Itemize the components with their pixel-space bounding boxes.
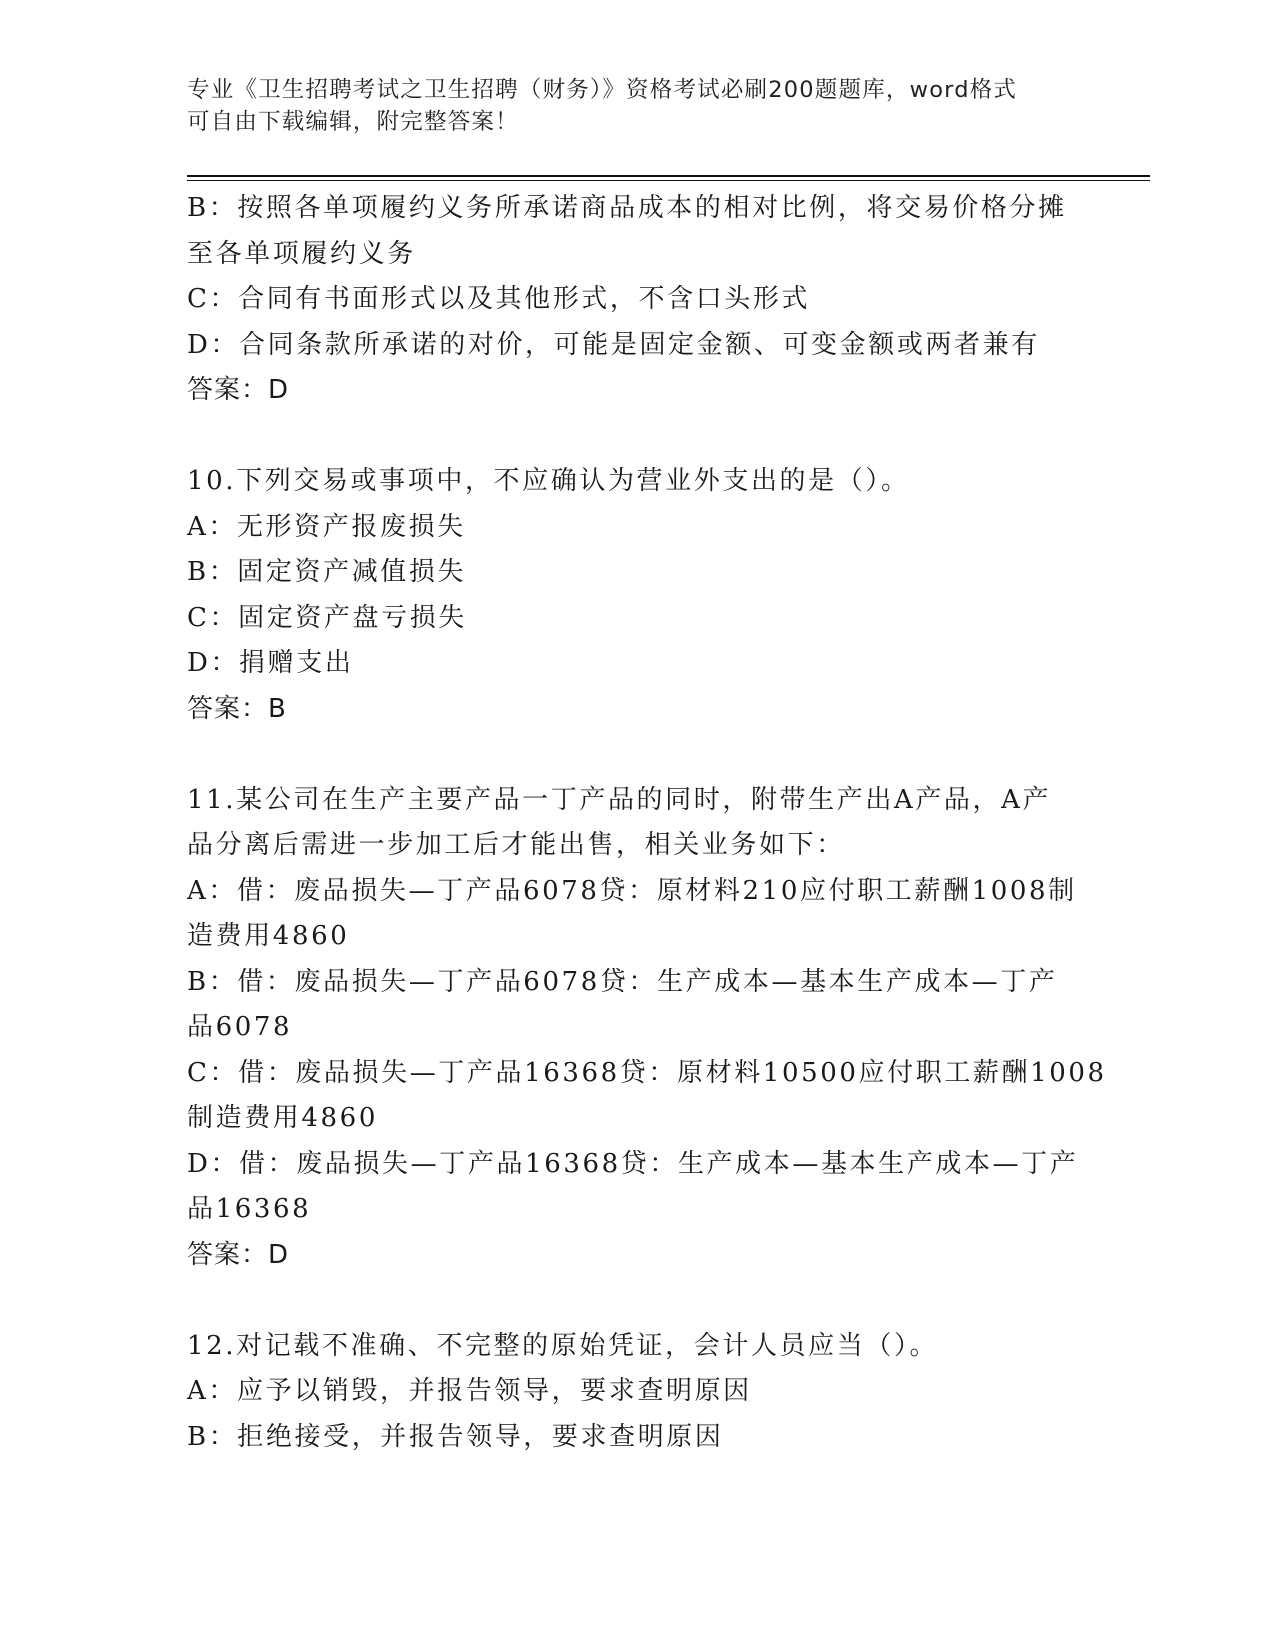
spacer [187,414,1087,460]
q12-option-a: A：应予以销毁，并报告领导，要求查明原因 [187,1376,752,1406]
q9-option-b-line1: B：按照各单项履约义务所承诺商品成本的相对比例，将交易价格分摊 [187,193,1067,223]
header-title-line1: 专业《卫生招聘考试之卫生招聘（财务）》资格考试必刷200题题库，word格式 [187,77,1018,103]
q10-answer: 答案：B [187,693,287,724]
q10-option-b: B：固定资产减值损失 [187,557,467,587]
q11-answer: 答案：D [187,1239,290,1270]
q11-option-d-line2: 品16368 [187,1194,312,1224]
q11-option-c-line2: 制造费用4860 [187,1103,378,1133]
q11-option-a-line2: 造费用4860 [187,921,350,951]
header-divider-thin [187,180,1150,181]
q11-option-a-line1: A：借：废品损失—丁产品6078贷：原材料210应付职工薪酬1008制 [187,875,1077,906]
q12-question: 12.对记载不准确、不完整的原始凭证，会计人员应当（）。 [187,1330,939,1361]
q9-option-b-line2: 至各单项履约义务 [187,238,416,269]
q11-question-line2: 品分离后需进一步加工后才能出售，相关业务如下： [187,830,845,860]
question-11 [187,778,1107,1279]
question-10 [187,459,1087,732]
q11-option-b-line2: 品6078 [187,1012,293,1042]
q12-option-b: B：拒绝接受，并报告领导，要求查明原因 [187,1421,724,1452]
question-12 [187,1324,1087,1461]
q9-option-d: D：合同条款所承诺的对价，可能是固定金额、可变金额或两者兼有 [187,329,1040,360]
q10-question: 10.下列交易或事项中，不应确认为营业外支出的是（）。 [187,466,910,496]
q10-option-d: D：捐赠支出 [187,648,354,678]
header-divider-thick [187,175,1150,177]
q11-option-d-line1: D：借：废品损失—丁产品16368贷：生产成本—基本生产成本—丁产 [187,1148,1079,1179]
question-content [187,186,1107,1460]
q11-question-line1: 11.某公司在生产主要产品一丁产品的同时，附带生产出A产品，A产 [187,784,1052,815]
header-title-line2: 可自由下载编辑，附完整答案！ [187,109,519,135]
q9-answer: 答案：D [187,375,290,405]
q11-option-b-line1: B：借：废品损失—丁产品6078贷：生产成本—基本生产成本—丁产 [187,966,1058,997]
q9-option-c: C：合同有书面形式以及其他形式，不含口头形式 [187,284,811,314]
question-9 [187,186,1087,414]
q10-option-a: A：无形资产报废损失 [187,511,466,542]
spacer [187,1278,1087,1324]
q10-option-c: C：固定资产盘亏损失 [187,602,467,633]
spacer [187,732,1087,778]
q11-option-c-line1: C：借：废品损失—丁产品16368贷：原材料10500应付职工薪酬1008 [187,1057,1107,1088]
document-header [187,74,1067,138]
